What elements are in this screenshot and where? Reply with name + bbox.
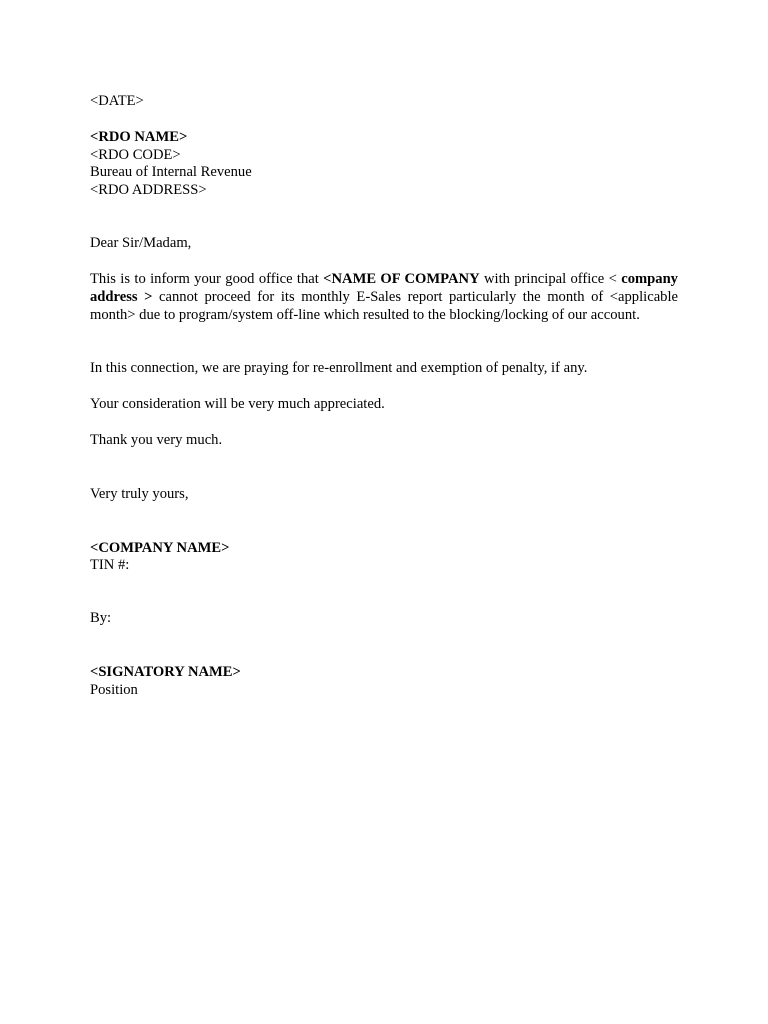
paragraph-thanks: Thank you very much.	[90, 432, 223, 448]
date-line: <DATE>	[90, 93, 144, 109]
by-line: By:	[90, 610, 112, 626]
paragraph-reenrollment: In this connection, we are praying for re-enrollment and exemption of penalty, if any.	[90, 360, 588, 376]
company-placeholder: <NAME OF COMPANY	[323, 271, 480, 287]
rdo-code: <RDO CODE>	[90, 147, 181, 163]
salutation: Dear Sir/Madam,	[90, 235, 192, 251]
tin-line: TIN #:	[90, 557, 130, 573]
body-paragraph	[90, 271, 678, 324]
body-text-part1: This is to inform your good office that	[90, 271, 324, 287]
company-name: <COMPANY NAME>	[90, 540, 230, 556]
signatory-position: Position	[90, 682, 138, 698]
signatory-name: <SIGNATORY NAME>	[90, 664, 241, 680]
body-text-part3: cannot proceed for its monthly E-Sales report particularly the month of <applicable month> due to program/system off-line which resulted to the blocking/locking of our account.	[90, 288, 678, 323]
address-placeholder: company address >	[90, 271, 678, 305]
paragraph-consideration: Your consideration will be very much appreciated.	[90, 396, 385, 412]
bureau-name: Bureau of Internal Revenue	[90, 164, 252, 180]
closing: Very truly yours,	[90, 486, 189, 502]
rdo-address: <RDO ADDRESS>	[90, 182, 207, 198]
body-text-part2: with principal office <	[479, 271, 622, 287]
rdo-name: <RDO NAME>	[90, 129, 188, 145]
